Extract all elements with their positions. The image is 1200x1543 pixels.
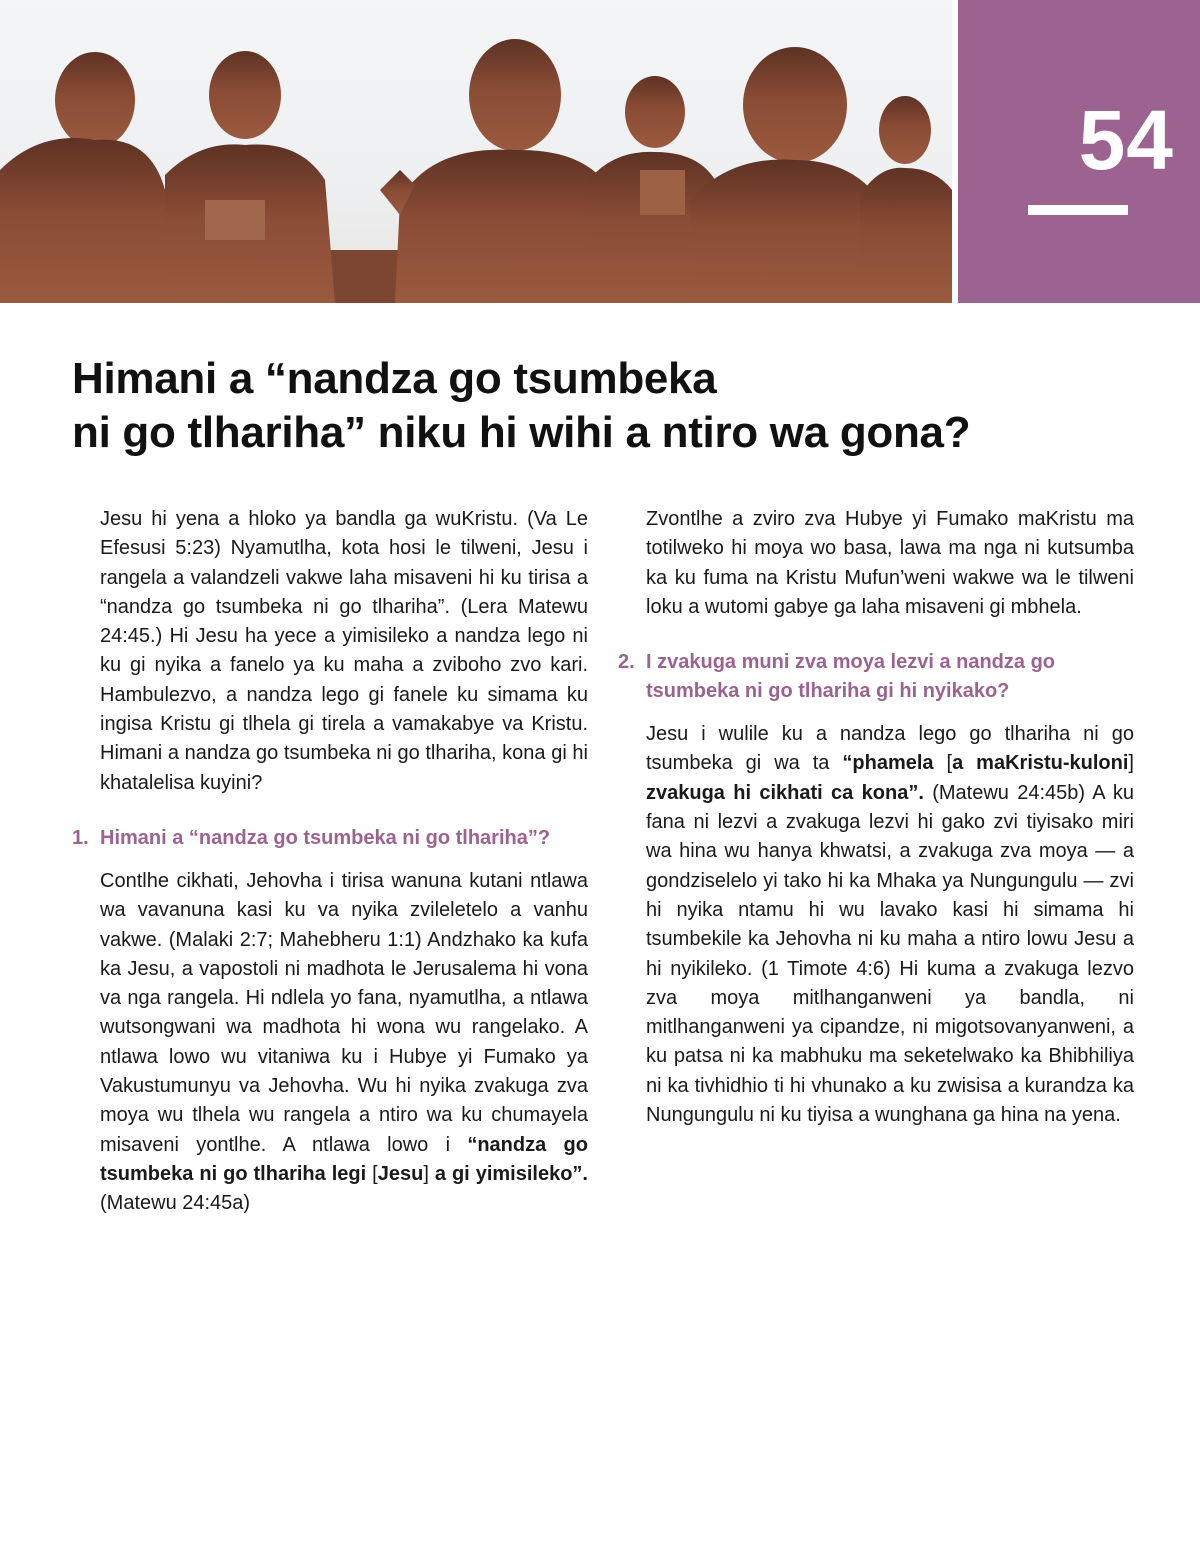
hero-illustration: [0, 0, 952, 303]
answer-2-quote-part-1: “phamela: [842, 752, 934, 775]
answer-1-quote-part-1: “nandza go tsumbeka ni go tlhariha legi: [100, 1133, 588, 1185]
right-column: [618, 505, 1134, 1130]
question-2-text: I zvakuga muni zva moya lezvi a nandza go tsumbeka ni go tlhariha gi hi nyikako?: [646, 651, 1056, 703]
question-2-heading: [618, 648, 1134, 706]
men-at-meeting-illustration: [0, 0, 952, 303]
lesson-number-box: [958, 0, 1200, 303]
question-1-number: 1.: [72, 826, 89, 849]
answer-1-quote-part-2: a gi yimisileko”.: [434, 1162, 588, 1185]
question-1-text: Himani a “nandza go tsumbeka ni go tlhariha”?: [100, 826, 551, 849]
answer-2-quote-part-2: zvakuga hi cikhati ca kona”.: [646, 781, 924, 804]
lesson-number: 54: [1078, 93, 1174, 187]
answer-1-text: Contlhe cikhati, Jehovha i tirisa wanuna kutani ntlawa wa vavanuna kasi ku va nyika zvileletelo a vanhu vakwe. (Malaki 2:7; Mahebheru 1:1) Andzhako ka kufa ka Jesu, a vapostoli ni madhota le Jerusalema hi vona va nga rangela. Hi ndlela yo fana, nyamutlha, a ntlawa wutsongwani wa madhota hi wona wu rangelako. A ntlawa lowo wu vitaniwa ku i Hubye yi Fumako ya Vakustumunyu va Jehovha. Wu hi nyika zvakuga zva moya wu tlhela wu rangela a ntiro wa ku chumayela misaveni yontlhe. A ntlawa lowo i: [100, 869, 588, 1156]
silhouette-man-6: [860, 96, 952, 303]
lesson-number-underline: [1028, 205, 1128, 215]
silhouette-man-1: [0, 52, 170, 303]
answer-1-quote-bracket: Jesu: [377, 1162, 424, 1185]
answer-1-continuation: Zvontlhe a zviro zva Hubye yi Fumako maKristu ma totilweko hi moya wo basa, lawa ma nga ni kutsumba ka ku fuma na Kristu Mufun’weni wakwe wa le tilweni loku a wutomi gabye ga laha misaveni gi mbhela.: [646, 508, 1134, 618]
lesson-title-line-1: Himani a “nandza go tsumbeka: [72, 354, 717, 403]
answer-1-reference: (Matewu 24:45a): [100, 1192, 251, 1215]
silhouette-man-2: [165, 51, 335, 303]
intro-paragraph: Jesu hi yena a hloko ya bandla ga wuKristu. (Va Le Efesusi 5:23) Nyamutlha, kota hosi le tilweni, Jesu i rangela a valandzeli vakwe laha misaveni hi ku tirisa a “nandza go tsumbeka ni go tlhariha”. (Lera Matewu 24:45.) Hi Jesu ha yece a yimisileko a nandza lego ni ku gi nyika a fanelo ya ku maha a zviboho zvo kari. Hambulezvo, a nandza lego gi fanele ku simama ku ingisa Kristu gi tlhela gi tirela a vamakabye va Kristu. Himani a nandza go tsumbeka ni go tlhariha, kona gi hi khatalelisa kuyini?: [100, 508, 588, 794]
answer-2-text-start: Jesu i wulile ku a nandza lego go tlhariha ni go tsumbeka gi wa ta: [646, 723, 1134, 775]
question-2-number: 2.: [618, 651, 635, 674]
answer-2-quote-bracket: a maKristu-kuloni: [952, 752, 1129, 775]
lesson-title: [72, 352, 1152, 460]
answer-1-paragraph: Contlhe cikhati, Jehovha i tirisa wanuna kutani ntlawa wa vavanuna kasi ku va nyika zvileletelo a vanhu vakwe. (Malaki 2:7; Mahebheru 1:1) Andzhako ka kufa ka Jesu, a vapostoli ni madhota le Jerusalema hi vona va nga rangela. Hi ndlela yo fana, nyamutlha, a ntlawa wutsongwani wa madhota hi wona wu rangelako. A ntlawa lowo wu vitaniwa ku i Hubye yi Fumako ya Vakustumunyu va Jehovha. Wu hi nyika zvakuga zva moya wu tlhela wu rangela a ntiro wa ku chumayela misaveni yontlhe. A ntlawa lowo i “nandza go tsumbeka ni go tlhariha legi [Jesu] a gi yimisileko”. (Matewu 24:45a): [100, 869, 588, 1215]
answer-2-paragraph: Jesu i wulile ku a nandza lego go tlhariha ni go tsumbeka gi wa ta “phamela [a maKristu-kuloni] zvakuga hi cikhati ca kona”. (Matewu 24:45b) A ku fana ni lezvi a zvakuga lezvi hi gako zvi tiyisako miri wa hina wu hanya khwatsi, a zvakuga zva moya — a gondziselelo yi tako hi ka Mhaka ya Nungungulu — zvi hi nyika ntamu hi wu lavako kasi hi simama hi tsumbekile ka Jehovha ni ku maha a ntiro lowu Jesu a hi nyikileko. (1 Timote 4:6) Hi kuma a zvakuga lezvo zva moya mitlhanganweni ya bandla, ni mitlhanganweni ya cipandze, ni migotsovanyanweni, a ku patsa ni ka mabhuku ma seketelwako ka Bhibhiliya ni ka tivhidhio ti hi vhunako a ku zwisisa a kurandza ka Nungungulu ni ku tiyisa a wunghana ga hina na yena.: [646, 723, 1134, 1127]
question-1-heading: [72, 824, 588, 853]
left-column: [72, 505, 588, 1219]
lesson-title-line-2: ni go tlhariha” niku hi wihi a ntiro wa gona?: [72, 408, 971, 457]
answer-2-text-end: (Matewu 24:45b) A ku fana ni lezvi a zvakuga lezvi hi gako zvi tiyisako miri wa hina wu hanya khwatsi, a zvakuga zva moya — a gondziselelo yi tako hi ka Mhaka ya Nungungulu — zvi hi nyika ntamu hi wu lavako kasi hi simama hi tsumbekile ka Jehovha ni ku maha a ntiro lowu Jesu a hi nyikileko. (1 Timote 4:6) Hi kuma a zvakuga lezvo zva moya mitlhanganweni ya bandla, ni mitlhanganweni ya cipandze, ni migotsovanyanweni, a ku patsa ni ka mabhuku ma seketelwako ka Bhibhiliya ni ka tivhidhio ti hi vhunako a ku zwisisa a kurandza ka Nungungulu ni ku tiyisa a wunghana ga hina na yena.: [646, 781, 1134, 1127]
